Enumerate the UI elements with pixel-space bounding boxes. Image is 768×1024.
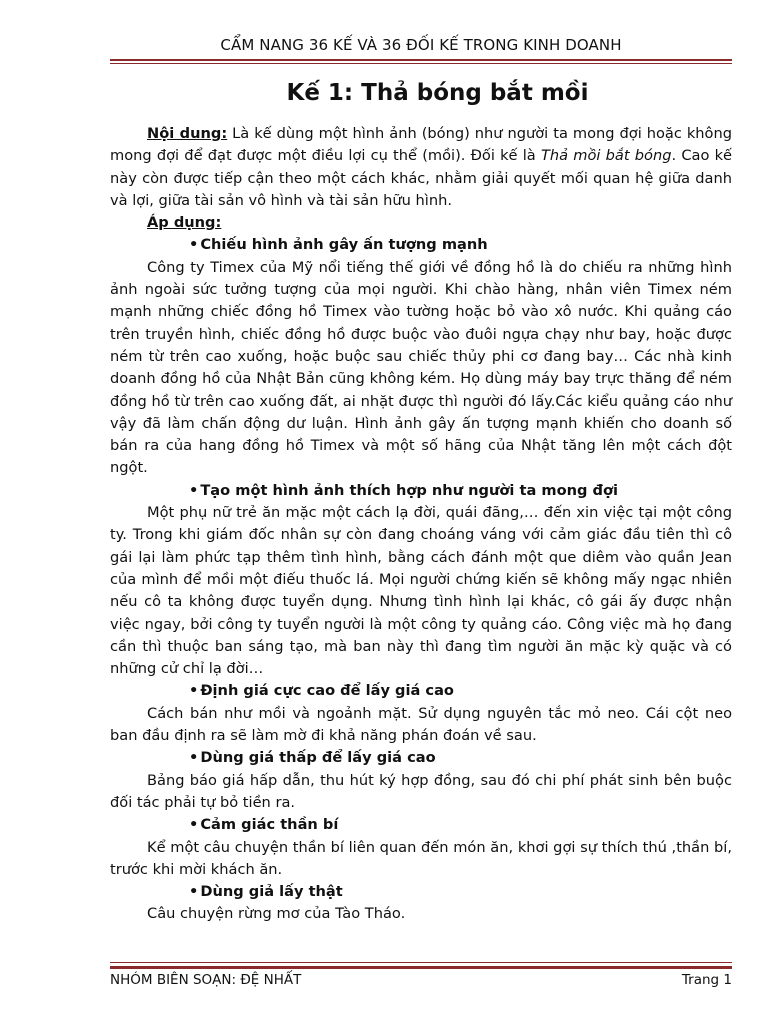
section-paragraph: Bảng báo giá hấp dẫn, thu hút ký hợp đồng, sau đó chi phí phát sinh bên buộc đối tác phải tự bỏ tiền ra. xyxy=(110,771,732,811)
footer-rule xyxy=(110,966,732,969)
header-rule xyxy=(110,59,732,61)
section-paragraph: Cách bán như mồi và ngoảnh mặt. Sử dụng nguyên tắc mỏ neo. Cái cột neo ban đầu định ra sẽ làm mờ đi khả năng phán đoán về sau. xyxy=(110,704,732,745)
running-header: CẨM NANG 36 KẾ VÀ 36 ĐỐI KẾ TRONG KINH DOANH xyxy=(220,36,622,54)
section-paragraph: Câu chuyện rừng mơ của Tào Tháo. xyxy=(147,905,406,923)
intro-text-b: . Cao kế này còn được tiếp cận theo một cách khác, nhằm giải quyết mối quan hệ giữa danh và lợi, giữa tài sản vô hình và tài sản hữu hình. xyxy=(110,147,733,209)
intro-text-a: Là kế dùng một hình ảnh (bóng) như người ta mong đợi hoặc không mong đợi để đạt được một điều lợi cụ thể (mồi). Đối kế là xyxy=(110,125,732,165)
intro-label: Nội dung: xyxy=(147,125,228,142)
intro-italic: Thả mồi bắt bóng xyxy=(540,147,672,165)
page-title: Kế 1: Thả bóng bắt mồi xyxy=(286,80,589,106)
bullet-heading: • Cảm giác thần bí xyxy=(189,816,339,834)
intro-paragraph xyxy=(110,123,732,212)
bullet-heading: • Dùng giá thấp để lấy giá cao xyxy=(189,749,436,767)
running-footer xyxy=(110,972,732,988)
section-paragraph: Công ty Timex của Mỹ nổi tiếng thế giới về đồng hồ là do chiếu ra những hình ảnh ngoài sức tưởng tượng của mọi người. Khi chào hàng, nhân viên Timex ném mạnh những chiếc đồng hồ Timex vào tường hoặc bỏ vào xô nước. Khi quảng cáo trên truyền hình, chiếc đồng hồ được buộc vào đuôi ngựa chạy như bay, hoặc được ném từ trên cao xuống, hoặc buộc sau chiếc thủy phi cơ đang bay… Các nhà kinh doanh đồng hồ của Nhật Bản cũng không kém. Họ dùng máy bay trực thăng để ném đồng hồ từ trên cao xuống đất, ai nhặt được thì người đó lấy.Các kiểu quảng cáo như vậy đã làm chấn động dư luận. Hình ảnh gây ấn tượng mạnh khiến cho doanh số bán ra của hang đồng hồ Timex và một số hãng của Nhật tăng lên một cách đột ngột. xyxy=(110,258,732,477)
apply-heading: Áp dụng: xyxy=(147,214,222,232)
page-number: Trang 1 xyxy=(681,972,732,988)
bullet-heading: • Chiếu hình ảnh gây ấn tượng mạnh xyxy=(189,236,488,254)
footer-group: NHÓM BIÊN SOẠN: ĐỆ NHẤT xyxy=(110,972,302,988)
bullet-heading: • Dùng giả lấy thật xyxy=(189,883,343,901)
section-paragraph: Một phụ nữ trẻ ăn mặc một cách lạ đời, quái đãng,… đến xin việc tại một công ty. Trong khi giám đốc nhân sự còn đang choáng váng với cảm giác đầu tiên thì cô gái lại làm phức tạp thêm tình hình, bằng cách đánh một que diêm vào quần Jean của mình để mồi một điếu thuốc lá. Mọi người chứng kiến sẽ không mấy ngạc nhiên nếu cô ta không được tuyển dụng. Nhưng tình hình lại khác, cô gái ấy được nhận việc ngay, bởi công ty tuyển người là một công ty quảng cáo. Công việc mà họ đang cần thì thuộc ban sáng tạo, mà ban này thì đang tìm người ăn mặc kỳ quặc và có những cử chỉ lạ đời… xyxy=(110,504,732,678)
document-body xyxy=(110,123,732,926)
section-paragraph: Kể một câu chuyện thần bí liên quan đến món ăn, khơi gợi sự thích thú ,thần bí, trước khi mời khách ăn. xyxy=(110,838,732,878)
footer-rule-thin xyxy=(110,962,732,963)
header-rule-thin xyxy=(110,63,732,64)
bullet-heading: • Tạo một hình ảnh thích hợp như người ta mong đợi xyxy=(189,481,619,499)
bullet-heading: • Định giá cực cao để lấy giá cao xyxy=(189,682,454,700)
